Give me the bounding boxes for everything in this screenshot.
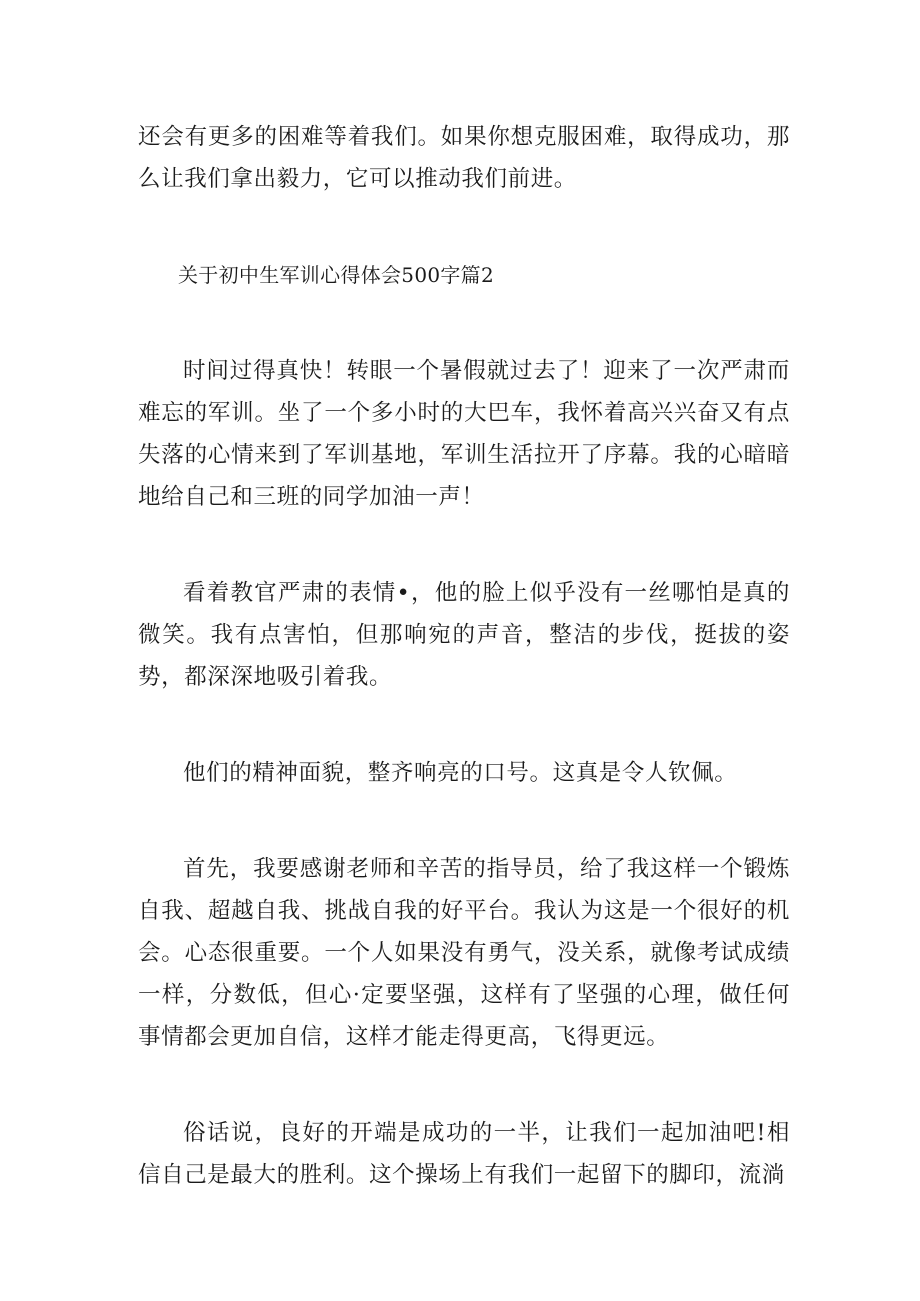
paragraph-continuation: 还会有更多的困难等着我们。如果你想克服困难，取得成功，那么让我们拿出毅力，它可以推动我们前进。: [138, 124, 790, 192]
paragraph-gratitude: 首先，我要感谢老师和辛苦的指导员，给了我这样一个锻炼自我、超越自我、挑战自我的好平台。我认为这是一个很好的机会。心态很重要。一个人如果没有勇气，没关系，就像考试成绩一样，分数低，但心·定要坚强，这样有了坚强的心理，做任何事情都会更加自信，这样才能走得更高，飞得更远。: [138, 856, 790, 1050]
section-heading: 关于初中生军训心得体会500字篇2: [178, 263, 494, 287]
paragraph-time-flies: 时间过得真快！转眼一个暑假就过去了！迎来了一次严肃而难忘的军训。坐了一个多小时的大巴车，我怀着高兴兴奋又有点失落的心情来到了军训基地，军训生活拉开了序幕。我的心暗暗地给自己和三班的同学加油一声！: [138, 358, 790, 510]
document-body: [138, 116, 790, 1250]
paragraph-instructor: 看着教官严肃的表情•，他的脸上似乎没有一丝哪怕是真的微笑。我有点害怕，但那响宛的声音，整洁的步伐，挺拔的姿势，都深深地吸引着我。: [138, 580, 790, 690]
paragraph-spirit: 他们的精神面貌，整齐响亮的口号。这真是令人钦佩。: [183, 760, 738, 786]
paragraph-saying: 俗话说，良好的开端是成功的一半，让我们一起加油吧!相信自己是最大的胜利。这个操场上有我们一起留下的脚印，流淌: [138, 1120, 790, 1188]
